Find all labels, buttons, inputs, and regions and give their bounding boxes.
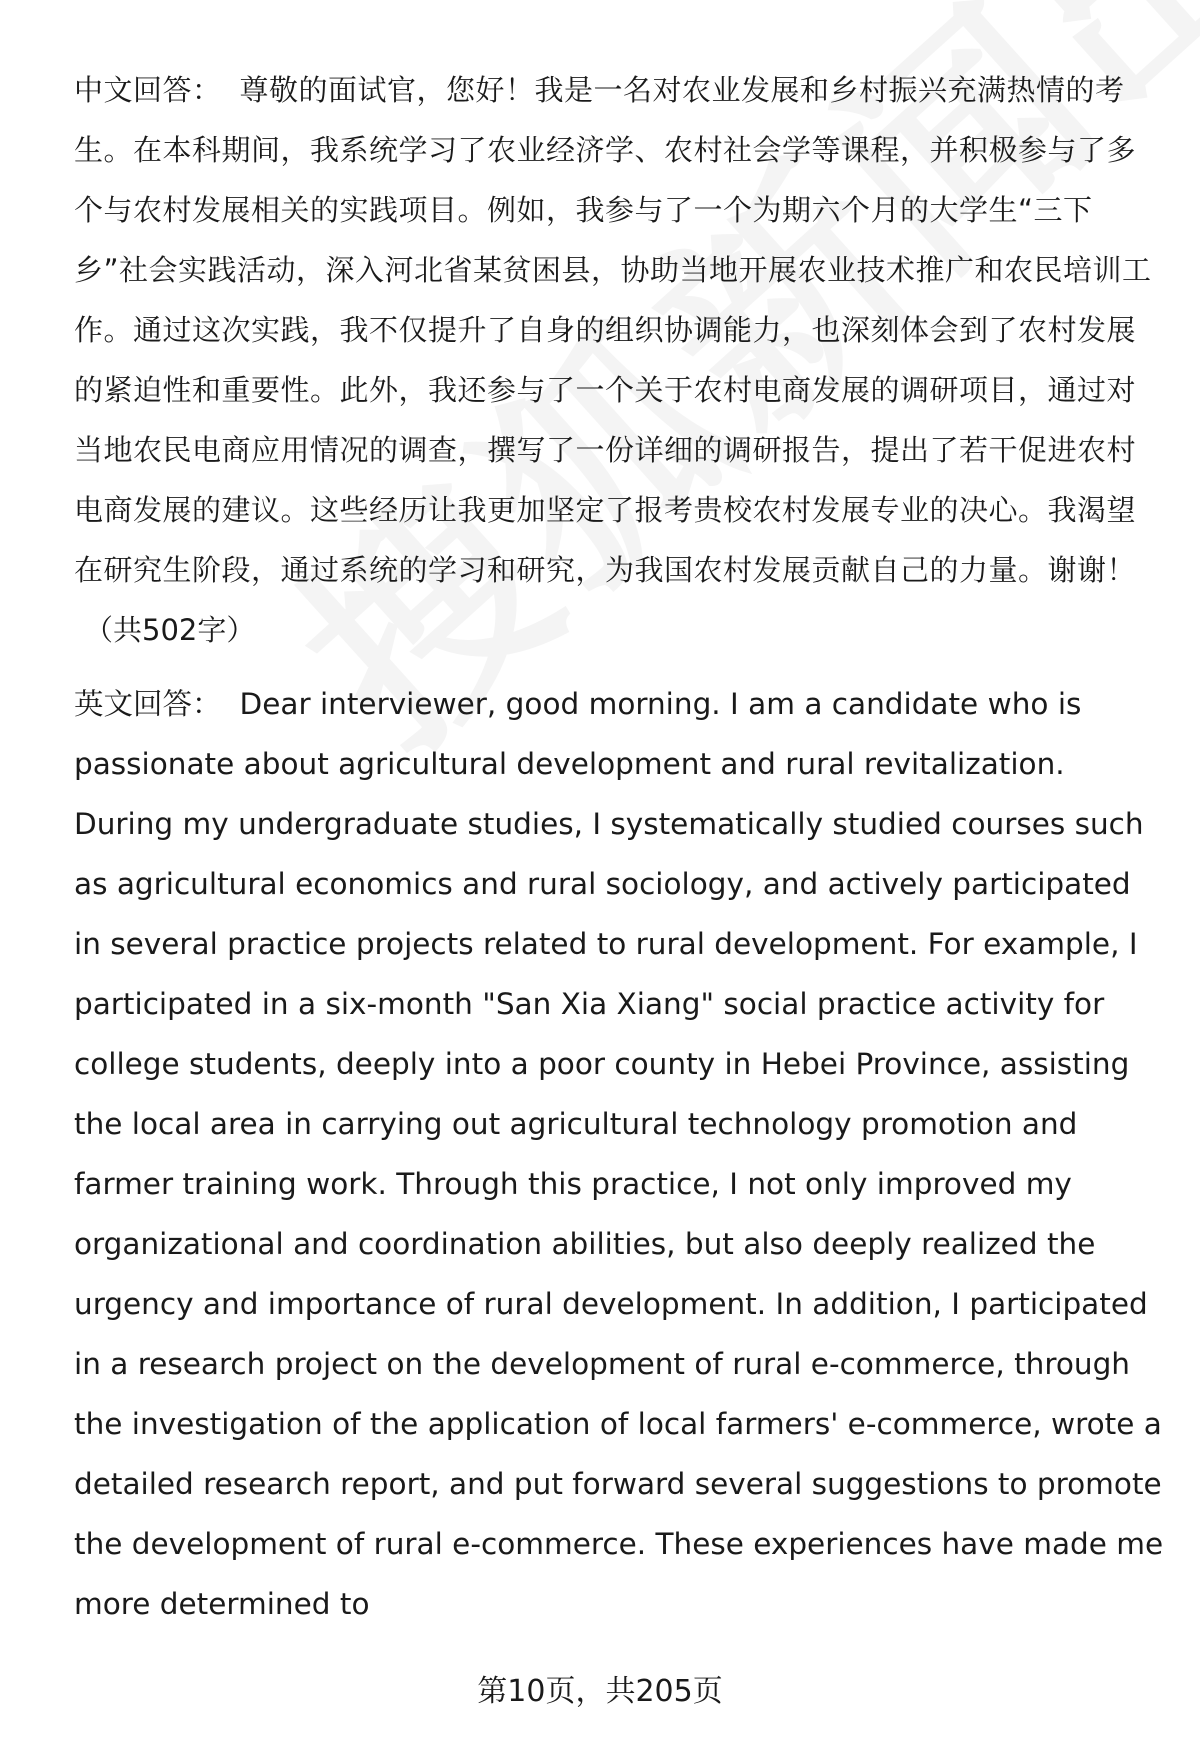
chinese-answer-label: 中文回答：: [74, 73, 222, 107]
english-answer-label: 英文回答：: [74, 687, 222, 721]
chinese-answer-text: 尊敬的面试官，您好！我是一名对农业发展和乡村振兴充满热情的考生。在本科期间，我系统学习了农业经济学、农村社会学等课程，并积极参与了多个与农村发展相关的实践项目。例如，我参与了一个为期六个月的大学生“三下乡”社会实践活动，深入河北省某贫困县，协助当地开展农业技术推广和农民培训工作。通过这次实践，我不仅提升了自身的组织协调能力，也深刻体会到了农村发展的紧迫性和重要性。此外，我还参与了一个关于农村电商发展的调研项目，通过对当地农民电商应用情况的调查，撰写了一份详细的调研报告，提出了若干促进农村电商发展的建议。这些经历让我更加坚定了报考贵校农村发展专业的决心。我渴望在研究生阶段，通过系统的学习和研究，为我国农村发展贡献自己的力量。谢谢！: [74, 73, 1152, 587]
answer-content: [74, 60, 1164, 1634]
word-count: （共502字）: [84, 613, 256, 647]
english-answer-text: Dear interviewer, good morning. I am a candidate who is passionate about agricultural development and rural revitalization. During my undergraduate studies, I systematically studied courses such as agricultural economics and rural sociology, and actively participated in several practice projects related to rural development. For example, I participated in a six-month "San Xia Xiang" social practice activity for college students, deeply into a poor county in Hebei Province, assisting the local area in carrying out agricultural technology promotion and farmer training work. Through this practice, I not only improved my organizational and coordination abilities, but also deeply realized the urgency and importance of rural development. In addition, I participated in a research project on the development of rural e-commerce, through the investigation of the application of local farmers' e-commerce, wrote a detailed research report, and put forward several suggestions to promote the development of rural e-commerce. These experiences have made me more determined to: [74, 687, 1164, 1621]
page-footer: 第10页，共205页: [477, 1674, 723, 1709]
english-answer-paragraph: [74, 674, 1164, 1634]
chinese-answer-paragraph: [74, 60, 1164, 600]
